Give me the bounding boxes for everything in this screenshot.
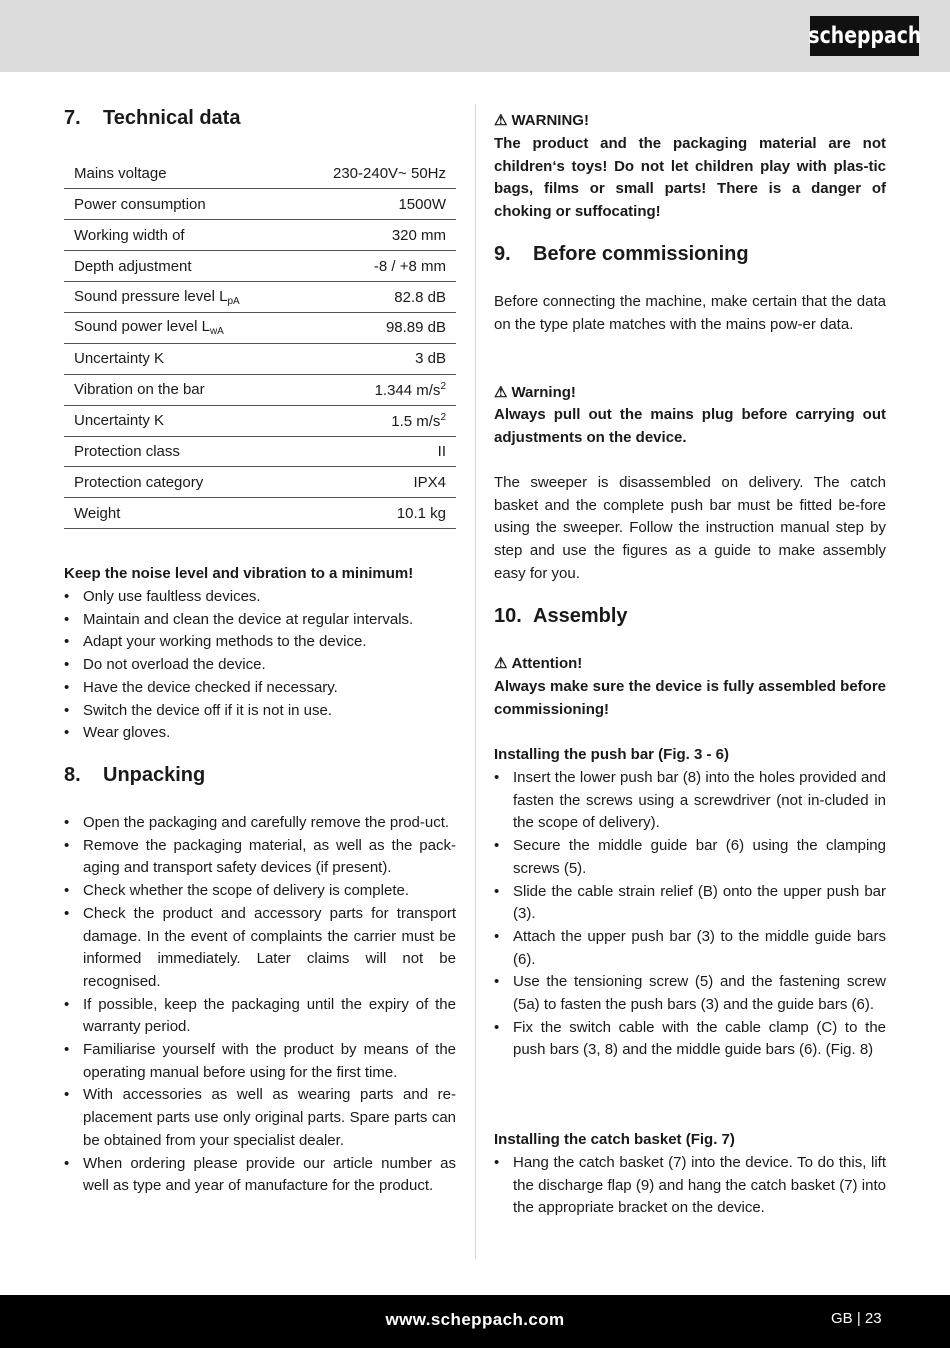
section9-warning-title-row: [494, 382, 886, 405]
tech-value: -8 / +8 mm: [373, 257, 446, 275]
tech-label: Working width of: [74, 226, 185, 244]
warning-triangle-icon: ⚠: [494, 384, 508, 401]
section9-title: Before commissioning: [533, 243, 749, 265]
tech-value: 10.1 kg: [396, 504, 446, 522]
tech-label: Protection category: [74, 473, 204, 491]
basket-heading: Installing the catch basket (Fig. 7): [494, 1131, 735, 1148]
tech-row: [64, 189, 456, 220]
tech-label: Power consumption: [74, 195, 206, 213]
section7-number: 7.: [64, 107, 81, 129]
tech-label: Uncertainty K: [74, 412, 165, 430]
attention-title-row: [494, 653, 886, 676]
section10-heading: [494, 605, 628, 628]
list-item: • Only use faultless devices.: [64, 586, 456, 609]
section9-warning-title: Warning!: [511, 384, 576, 401]
section9-number: 9.: [494, 243, 511, 265]
technical-data-table: [64, 158, 456, 529]
list-item: • Familiarise yourself with the product by means of the operating manual before using for the first time.: [64, 1039, 456, 1084]
tech-value: 98.89 dB: [385, 319, 446, 337]
tech-row: [64, 312, 456, 343]
tech-label: Mains voltage: [74, 164, 167, 182]
tech-label: Vibration on the bar: [74, 381, 205, 399]
list-item: • With accessories as well as wearing parts and re-placement parts use only original parts. Spare parts can be obtained from your specialist dealer.: [64, 1084, 456, 1152]
section9-heading: [494, 243, 749, 266]
tech-value: 1500W: [398, 195, 446, 213]
tech-row: [64, 251, 456, 282]
section7-heading: [64, 107, 240, 130]
list-item: • Have the device checked if necessary.: [64, 677, 456, 700]
tech-label: Weight: [74, 504, 121, 522]
section10-title: Assembly: [533, 605, 628, 627]
tech-row: [64, 282, 456, 313]
section9-warning-text: Always pull out the mains plug before carrying out adjustments on the device.: [494, 406, 886, 446]
tech-label: Protection class: [74, 442, 180, 460]
tech-value: 3 dB: [415, 350, 446, 368]
tech-label: Uncertainty K: [74, 350, 165, 368]
list-item: • Attach the upper push bar (3) to the middle guide bars (6).: [494, 926, 886, 971]
list-item: • Do not overload the device.: [64, 654, 456, 677]
list-item: • Use the tensioning screw (5) and the fastening screw (5a) to fasten the push bars (3) and the guide bars (6).: [494, 971, 886, 1016]
page-number: GB | 23: [831, 1310, 882, 1327]
tech-label: Sound power level $L_{wA}$: [74, 318, 224, 338]
list-item: • Check the product and accessory parts for transport damage. In the event of complaints the carrier must be informed immediately. Later claims will not be recognised.: [64, 903, 456, 994]
list-item: • Secure the middle guide bar (6) using the clamping screws (5).: [494, 835, 886, 880]
tech-value: 82.8 dB: [394, 288, 446, 306]
tech-value: 1.344 $m/s^2$: [374, 380, 446, 399]
section8-number: 8.: [64, 764, 81, 786]
column-divider: [475, 104, 476, 1259]
section9-body: The sweeper is disassembled on delivery. The catch basket and the complete push bar must be fitted be-fore using the sweeper. Follow the instruction manual step by step and use the figures as a guide to make assembly easy for you.: [494, 474, 886, 582]
list-item: • Switch the device off if it is not in use.: [64, 700, 456, 723]
tech-row: [64, 220, 456, 251]
warning-top-text: The product and the packaging material are not children‘s toys! Do not let children play with plas-tic bags, films or small parts! There is a danger of choking or suffocating!: [494, 135, 886, 221]
list-item: • Check whether the scope of delivery is complete.: [64, 880, 456, 903]
push-bar-heading: Installing the push bar (Fig. 3 - 6): [494, 746, 730, 763]
tech-row: [64, 158, 456, 189]
footer-bar: [0, 1295, 950, 1348]
tech-value: II: [437, 442, 446, 460]
tech-row: [64, 467, 456, 498]
list-item: • When ordering please provide our article number as well as type and year of manufacture for the product.: [64, 1153, 456, 1198]
unpacking-list: [64, 812, 456, 1198]
list-item: • Fix the switch cable with the cable clamp (C) to the push bars (3, 8) and the middle guide bars (6). (Fig. 8): [494, 1017, 886, 1062]
noise-heading: Keep the noise level and vibration to a minimum!: [64, 565, 414, 582]
push-bar-list: [494, 767, 886, 1062]
noise-list: [64, 586, 456, 745]
section8-heading: [64, 764, 205, 787]
tech-row: [64, 436, 456, 467]
attention-text: Always make sure the device is fully assembled before commissioning!: [494, 678, 886, 718]
section8-title: Unpacking: [103, 764, 206, 786]
warning-top-title-row: [494, 110, 886, 133]
scheppach-logo: [810, 16, 919, 56]
list-item: • Open the packaging and carefully remove the prod-uct.: [64, 812, 456, 835]
tech-row: [64, 498, 456, 529]
list-item: • Insert the lower push bar (8) into the holes provided and fasten the screws using a screwdriver (not in-cluded in the scope of delivery).: [494, 767, 886, 835]
tech-value: IPX4: [413, 473, 446, 491]
section9-intro: Before connecting the machine, make certain that the data on the type plate matches with the mains pow-er data.: [494, 293, 886, 333]
tech-label: Depth adjustment: [74, 257, 192, 275]
footer-url[interactable]: www.scheppach.com: [385, 1310, 565, 1329]
list-item: • Maintain and clean the device at regular intervals.: [64, 609, 456, 632]
tech-value: 320 mm: [391, 226, 446, 244]
tech-value: 230-240V~ 50Hz: [333, 164, 446, 182]
attention-title: Attention!: [511, 655, 583, 672]
list-item: • Remove the packaging material, as well as the pack-aging and transport safety devices (if present).: [64, 835, 456, 880]
tech-value: 1.5 $m/s^2$: [391, 411, 446, 430]
section10-number: 10.: [494, 605, 522, 627]
logo-text: scheppach: [808, 23, 921, 49]
warning-top-title: WARNING!: [511, 112, 589, 129]
tech-row: [64, 343, 456, 374]
list-item: • If possible, keep the packaging until the expiry of the warranty period.: [64, 994, 456, 1039]
tech-label: Sound pressure level $L_{pA}$: [74, 287, 240, 307]
section7-title: Technical data: [103, 107, 241, 129]
basket-list: [494, 1152, 886, 1220]
list-item: • Slide the cable strain relief (B) onto the upper push bar (3).: [494, 881, 886, 926]
list-item: • Adapt your working methods to the device.: [64, 631, 456, 654]
list-item: • Wear gloves.: [64, 722, 456, 745]
tech-row: [64, 374, 456, 405]
tech-row: [64, 405, 456, 436]
list-item: • Hang the catch basket (7) into the device. To do this, lift the discharge flap (9) and hang the catch basket (7) into the appropriate bracket on the device.: [494, 1152, 886, 1220]
warning-triangle-icon: ⚠: [494, 655, 508, 672]
warning-triangle-icon: ⚠: [494, 112, 508, 129]
